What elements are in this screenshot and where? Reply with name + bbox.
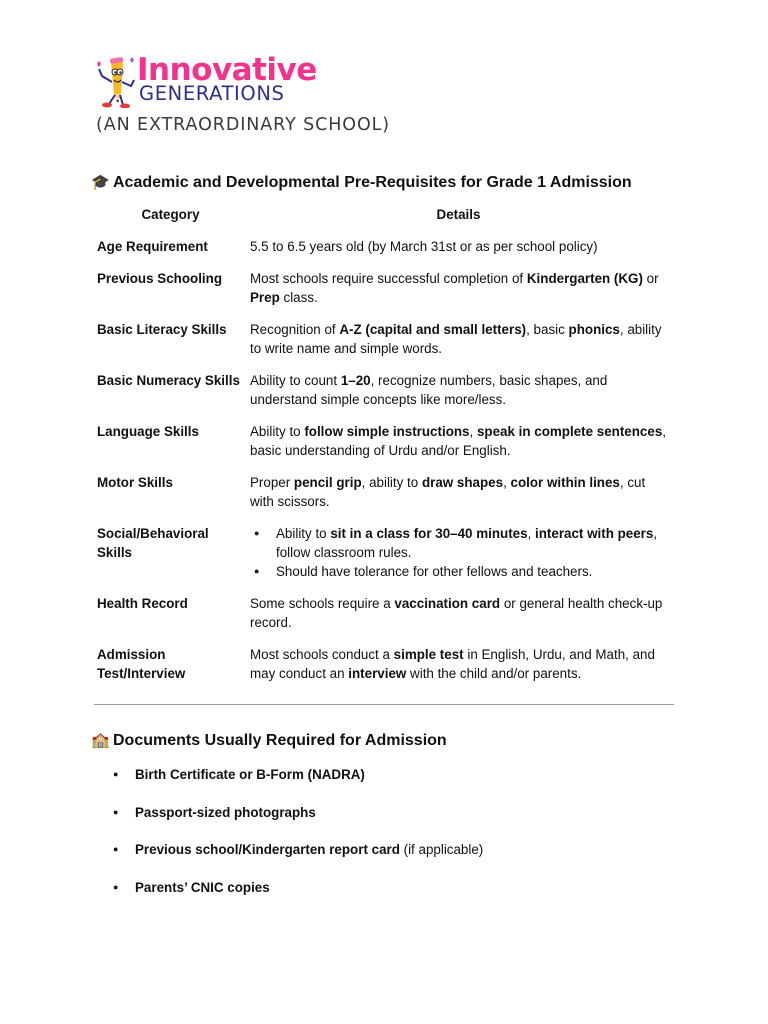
- row-category: Social/Behavioral Skills: [97, 526, 209, 560]
- school-tagline: (AN EXTRAORDINARY SCHOOL): [96, 115, 391, 135]
- row-category: Health Record: [97, 596, 188, 611]
- bullet-icon: ●: [113, 881, 119, 892]
- section-title-prerequisites: 🎓 Academic and Developmental Pre-Requisites for Grade 1 Admission: [91, 174, 632, 191]
- list-item: ● Previous school/Kindergarten report card (if applicable): [113, 842, 484, 858]
- bullet-icon: ●: [113, 844, 119, 855]
- list-item: ● Should have tolerance for other fellows and teachers.: [276, 562, 668, 581]
- pencil-mascot-icon: [94, 54, 136, 108]
- table-row: [92, 237, 668, 269]
- row-details: Ability to count 1–20, recognize numbers, basic shapes, and understand simple concepts like more/less.: [250, 373, 608, 407]
- table-row: [92, 473, 668, 524]
- table-header-row: [92, 205, 668, 237]
- table-row: [92, 371, 668, 422]
- prerequisites-table: [92, 205, 668, 696]
- row-details: 5.5 to 6.5 years old (by March 31st or as per school policy): [250, 239, 598, 254]
- list-item: ● Ability to sit in a class for 30–40 minutes, interact with peers, follow classroom rules.: [276, 524, 668, 562]
- documents-list: [91, 765, 483, 915]
- row-category: Basic Literacy Skills: [97, 322, 227, 337]
- horizontal-divider: [94, 704, 674, 705]
- brand-name-line2: GENERATIONS: [139, 82, 285, 105]
- list-item: ● Passport-sized photographs: [113, 804, 316, 820]
- table-row: [92, 524, 668, 594]
- list-item: ● Parents’ CNIC copies: [113, 879, 270, 895]
- brand-name-line1: Innovative: [137, 52, 317, 88]
- bullet-icon: ●: [113, 769, 119, 779]
- column-header-category: Category: [141, 207, 200, 222]
- row-details: Ability to follow simple instructions, speak in complete sentences, basic understanding of Urdu and/or English.: [250, 424, 667, 458]
- row-details: Most schools conduct a simple test in English, Urdu, and Math, and may conduct an interview with the child and/or parents.: [250, 647, 655, 681]
- table-row: [92, 269, 668, 320]
- row-details: Most schools require successful completion of Kindergarten (KG) or Prep class.: [250, 271, 659, 305]
- section-title-documents: 🏫 Documents Usually Required for Admission: [91, 732, 447, 749]
- school-logo: [94, 52, 394, 142]
- row-category: Age Requirement: [97, 239, 208, 254]
- table-row: [92, 645, 668, 696]
- row-category: Previous Schooling: [97, 271, 223, 286]
- table-row: [92, 422, 668, 473]
- row-details: Some schools require a vaccination card or general health check-up record.: [250, 596, 663, 630]
- bullet-list: [250, 524, 668, 581]
- graduation-cap-icon: 🎓: [91, 174, 110, 191]
- row-details: Proper pencil grip, ability to draw shapes, color within lines, cut with scissors.: [250, 475, 646, 509]
- row-category: Basic Numeracy Skills: [97, 373, 240, 388]
- table-row: [92, 594, 668, 645]
- row-category: Language Skills: [97, 424, 199, 439]
- bullet-icon: ●: [113, 806, 119, 817]
- school-building-icon: 🏫: [91, 732, 110, 749]
- row-details: [244, 524, 668, 594]
- row-category: Motor Skills: [97, 475, 173, 490]
- list-item: ● Birth Certificate or B-Form (NADRA): [113, 767, 365, 782]
- row-category: Admission Test/Interview: [97, 647, 186, 681]
- row-details: Recognition of A-Z (capital and small letters), basic phonics, ability to write name and simple words.: [250, 322, 662, 356]
- table-row: [92, 320, 668, 371]
- column-header-details: Details: [436, 207, 481, 222]
